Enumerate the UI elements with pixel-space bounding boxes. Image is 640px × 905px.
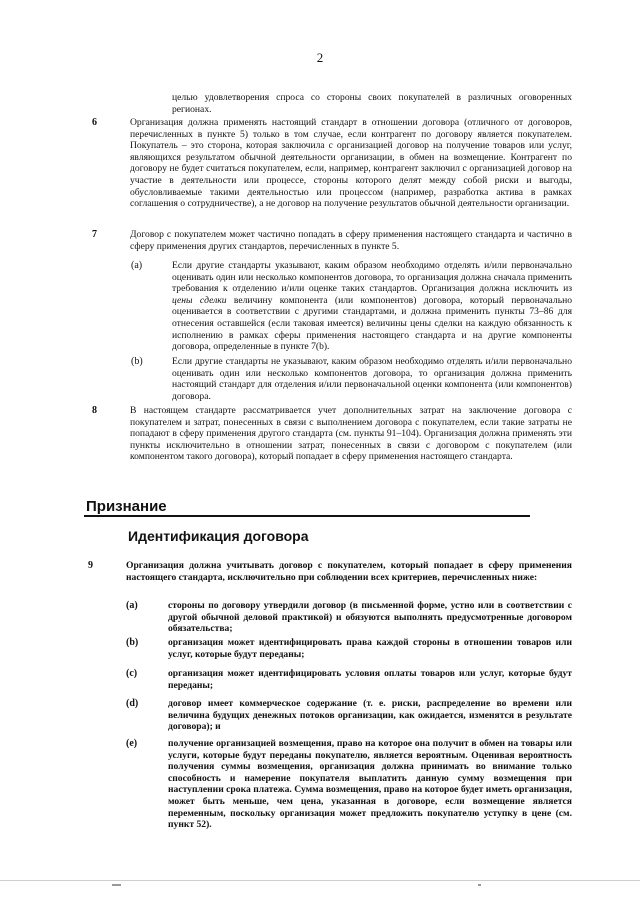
item-7a-italic-term: цены сделки: [172, 294, 227, 306]
paragraph-6: Организация должна применять настоящий стандарт в отношении договора (отличного от договоров, перечисленных в пункте 5) только в том случае, если контрагент по договору является покупателем. Покупатель – это сторона, которая заключила с организацией договор на получение товаров или услуг, являющихся результатом обычной деятельности организации, в обмен на возмещение. Контрагент по договору не будет считаться покупателем, если, например, контрагент заключил с организацией договор на участие в деятельности или процессе, стороны которого делят между собой риски и выгоды, обусловливаемые такими деятельностью или процессом (например, разработка актива в рамках соглашения о сотрудничестве), а не договор на получение результатов обычной деятельности организации.: [130, 117, 572, 210]
item-7a-text-after: величину компонента (или компонентов) договора, который первоначально оценивается в соответствии с другими стандартами, и должна применить пункты 73–86 для отнесения оставшейся (если таковая имеется) величины цены сделки на каждую обязанность к исполнению в рамках сферы применения настоящего стандарта и на другие компоненты договора, определенные в пункте 7(b).: [172, 294, 572, 353]
item-9d-label: (d): [126, 698, 139, 709]
paragraph-7: Договор с покупателем может частично попадать в сферу применения настоящего стандарта и частично в сферу применения других стандартов, перечисленных в пункте 5.: [130, 229, 572, 252]
item-7b: Если другие стандарты не указывают, каким образом необходимо отделять и/или первоначально оценивать один или несколько компонентов договора, то организация должна применить настоящий стандарт для отделения и/или первоначальной оценки компонента (или компонентов) договора.: [172, 356, 572, 402]
paragraph-9: Организация должна учитывать договор с покупателем, который попадает в сферу применения настоящего стандарта, исключительно при соблюдении всех критериев, перечисленных ниже:: [126, 560, 572, 583]
item-9c: организация может идентифицировать условия оплаты товаров или услуг, которые будут переданы;: [168, 668, 572, 691]
item-7b-label: (b): [131, 356, 143, 367]
scan-artifact-dot: [112, 884, 121, 886]
item-9a: стороны по договору утвердили договор (в письменной форме, устно или в соответствии с другой обычной деловой практикой) и обязуются выполнять предусмотренные договором обязательства;: [168, 600, 572, 635]
paragraph-number-6: 6: [92, 117, 97, 128]
section-title: Признание: [86, 498, 167, 515]
scan-artifact-line: [0, 880, 640, 881]
paragraph-number-8: 8: [92, 405, 97, 416]
item-9b-label: (b): [126, 637, 139, 648]
subsection-title: Идентификация договора: [128, 528, 309, 544]
item-9e-label: (e): [126, 738, 138, 749]
paragraph-number-9: 9: [88, 560, 93, 571]
item-7a-label: (a): [131, 260, 143, 271]
item-9c-label: (c): [126, 668, 138, 679]
intro-continuation: целью удовлетворения спроса со стороны своих покупателей в различных оговоренных регионах.: [172, 92, 572, 115]
item-9a-label: (a): [126, 600, 138, 611]
item-9d: договор имеет коммерческое содержание (т. е. риски, распределение во времени или величина будущих денежных потоков организации, как ожидается, изменятся в результате договора); и: [168, 698, 572, 733]
section-divider: [84, 515, 530, 517]
page-number: 2: [316, 50, 324, 65]
paragraph-8: В настоящем стандарте рассматривается учет дополнительных затрат на заключение договора с покупателем и затрат, понесенных в связи с выполнением договора с покупателем, если такие затраты не попадают в сферу применения другого стандарта (см. пункты 91–104). Организация должна применять эти пункты исключительно в отношении затрат, понесенных в связи с договором с покупателем (или компонентом такого договора), который попадает в сферу применения настоящего стандарта.: [130, 405, 572, 463]
item-9b: организация может идентифицировать права каждой стороны в отношении товаров или услуг, которые будут переданы;: [168, 637, 572, 660]
paragraph-number-7: 7: [92, 229, 97, 240]
item-7a: [172, 260, 572, 353]
item-7a-text-before: Если другие стандарты указывают, каким образом необходимо отделять и/или первоначально оценивать один или несколько компонентов договора, то организация должна сначала применить требования к отделению и/или оценке таких стандартов. Организация должна исключить из: [172, 260, 572, 295]
item-9e: получение организацией возмещения, право на которое она получит в обмен на товары или услуги, которые будут переданы покупателю, является вероятным. Оценивая вероятность получения суммы возмещения, организация должна принимать во внимание только способность и намерение покупателя выплатить данную сумму возмещения при наступлении срока платежа. Сумма возмещения, право на которое будет иметь организация, может быть меньше, чем цена, указанная в договоре, если возмещение является переменным, поскольку организация может предложить покупателю уступку в цене (см. пункт 52).: [168, 738, 572, 831]
scan-artifact-dot: [478, 884, 481, 886]
